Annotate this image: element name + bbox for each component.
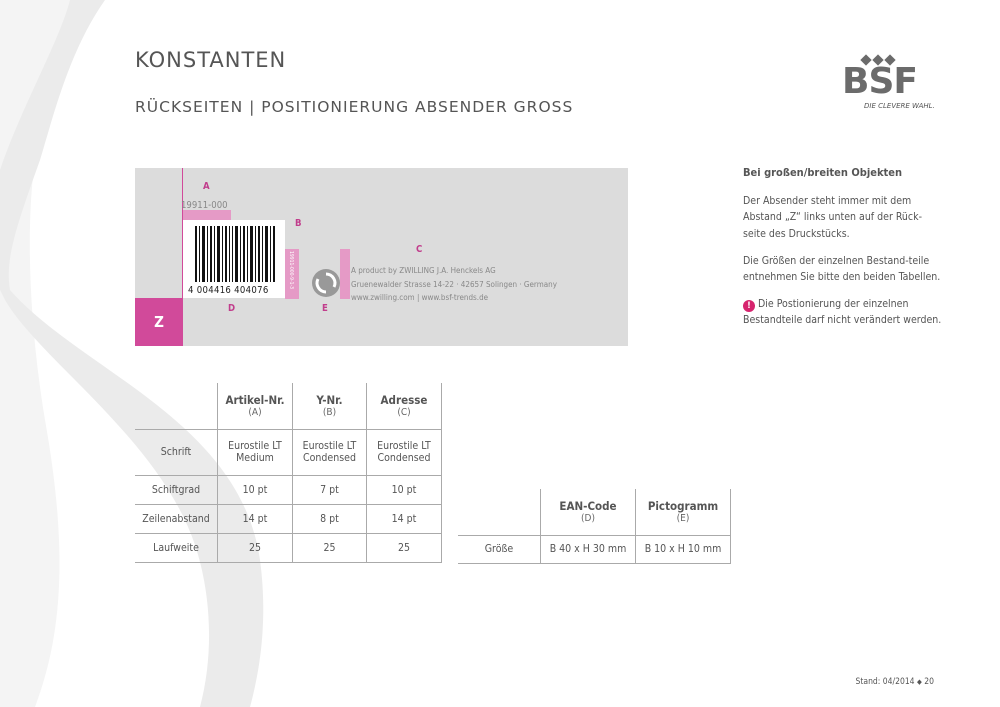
y-number: 19911-000-9-1-3 xyxy=(288,251,294,289)
row-label: Schrift xyxy=(135,429,218,475)
table-cell: 7 pt xyxy=(293,475,367,504)
page-number: 20 xyxy=(924,677,934,687)
size-table xyxy=(458,489,731,564)
label-e: E xyxy=(322,303,328,314)
footer-stand: Stand: 04/2014 xyxy=(855,677,915,687)
page-title: KONSTANTEN xyxy=(135,48,287,72)
sender-label-figure xyxy=(135,168,628,346)
table-row xyxy=(458,535,731,563)
row-label: Zeilenabstand xyxy=(135,504,218,533)
column-header: Artikel-Nr. (A) xyxy=(218,383,293,429)
table-cell: 14 pt xyxy=(367,504,442,533)
table-header-row xyxy=(135,383,442,429)
address-line-1: A product by ZWILLING J.A. Henckels AG xyxy=(351,266,496,275)
table-cell: 10 pt xyxy=(367,475,442,504)
info-panel xyxy=(743,165,943,340)
barcode-bars-icon xyxy=(183,220,285,282)
info-paragraph-1: Der Absender steht immer mit dem Abstand „Z“ links unten auf der Rück-seite des Druckstücks. xyxy=(743,195,922,240)
warning-icon: ! xyxy=(743,300,755,312)
row-label: Schiftgrad xyxy=(135,475,218,504)
table-row xyxy=(135,533,442,562)
table-cell: Eurostile LT Medium xyxy=(218,429,293,475)
info-heading: Bei großen/breiten Objekten xyxy=(743,166,903,179)
page-subtitle: RÜCKSEITEN | POSITIONIERUNG ABSENDER GROSS xyxy=(135,98,574,116)
info-paragraph-2: Die Größen der einzelnen Bestand-teile entnehmen Sie bitte den beiden Tabellen. xyxy=(743,254,941,284)
row-label: Laufweite xyxy=(135,533,218,562)
logo-tagline: DIE CLEVERE WAHL. xyxy=(864,102,935,110)
column-header: Pictogramm (E) xyxy=(636,489,731,535)
warning-text: Die Postionierung der einzelnen Bestandteile darf nicht verändert werden. xyxy=(743,298,942,327)
pictogram-marker xyxy=(340,249,350,299)
table-cell: B 10 x H 10 mm xyxy=(636,535,731,563)
table-cell: 25 xyxy=(218,533,293,562)
y-number-strip xyxy=(285,249,299,299)
logo-wordmark: BSF xyxy=(842,61,917,102)
footer xyxy=(856,677,934,687)
table-header-row xyxy=(458,489,731,535)
typography-table xyxy=(135,383,442,563)
table-row xyxy=(135,475,442,504)
table-cell: 8 pt xyxy=(293,504,367,533)
column-header: Adresse (C) xyxy=(367,383,442,429)
row-label: Größe xyxy=(458,535,541,563)
footer-separator-icon: ◆ xyxy=(916,678,922,686)
table-cell: 10 pt xyxy=(218,475,293,504)
column-header: EAN-Code (D) xyxy=(541,489,636,535)
label-z: Z xyxy=(135,298,183,346)
label-a: A xyxy=(203,181,210,192)
address-line-2: Gruenewalder Strasse 14-22 · 42657 Solingen · Germany xyxy=(351,279,557,289)
sender-address xyxy=(351,264,557,305)
address-line-3: www.zwilling.com | www.bsf-trends.de xyxy=(351,293,489,302)
table-cell: 25 xyxy=(367,533,442,562)
bsf-logo xyxy=(842,47,937,117)
article-number-marker xyxy=(183,210,231,220)
column-header: Y-Nr. (B) xyxy=(293,383,367,429)
ean-barcode xyxy=(183,220,285,298)
table-row xyxy=(135,429,442,475)
label-b: B xyxy=(295,218,302,229)
table-cell: B 40 x H 30 mm xyxy=(541,535,636,563)
label-d: D xyxy=(228,303,236,314)
table-cell: 25 xyxy=(293,533,367,562)
table-cell: Eurostile LT Condensed xyxy=(293,429,367,475)
ean-digits: 4 004416 404076 xyxy=(188,285,269,296)
table-row xyxy=(135,504,442,533)
table-cell: Eurostile LT Condensed xyxy=(367,429,442,475)
article-number: 19911-000 xyxy=(181,200,228,211)
info-paragraph-3 xyxy=(743,296,943,328)
recycling-pictogram-icon xyxy=(312,269,340,297)
table-cell: 14 pt xyxy=(218,504,293,533)
label-c: C xyxy=(416,244,423,255)
